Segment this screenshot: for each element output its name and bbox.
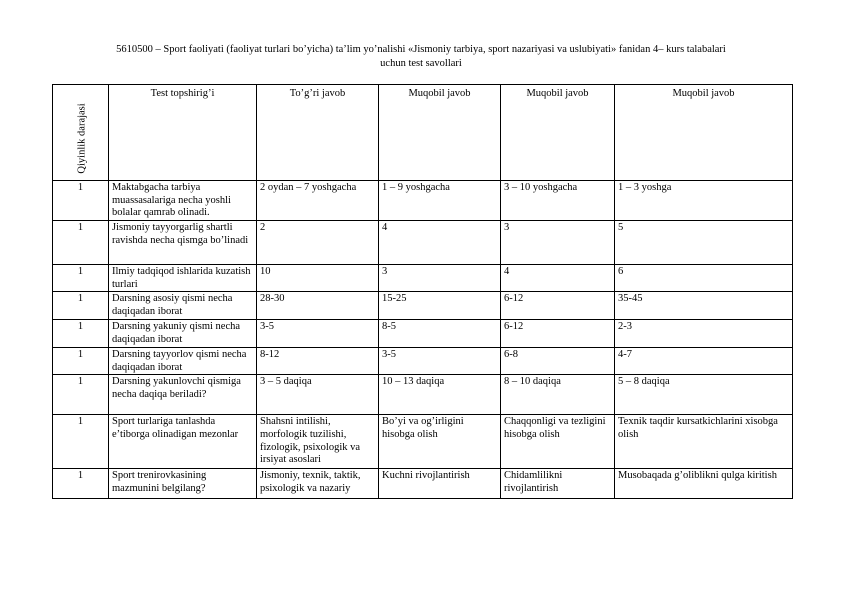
- question-cell: Darsning asosiy qismi necha daqiqadan iborat: [109, 292, 257, 320]
- question-cell: Darsning tayyorlov qismi necha daqiqadan iborat: [109, 348, 257, 375]
- alternative-answer-cell: 4-7: [615, 348, 793, 375]
- table-row: [53, 469, 793, 499]
- level-cell: 1: [53, 181, 109, 221]
- table-header-row: [53, 85, 793, 181]
- correct-answer-cell: 8-12: [257, 348, 379, 375]
- alternative-answer-cell: 6: [615, 265, 793, 292]
- alternative-answer-cell: Chaqqonligi va tezligini hisobga olish: [501, 415, 615, 469]
- test-table: [52, 84, 793, 499]
- table-row: [53, 375, 793, 415]
- alternative-answer-cell: 6-12: [501, 292, 615, 320]
- alternative-answer-cell: 4: [501, 265, 615, 292]
- question-cell: Darsning yakuniy qismi necha daqiqadan iborat: [109, 320, 257, 348]
- alternative-answer-cell: 3 – 10 yoshgacha: [501, 181, 615, 221]
- alternative-answer-cell: Texnik taqdir kursatkichlarini xisobga olish: [615, 415, 793, 469]
- question-cell: Jismoniy tayyorgarlig shartli ravishda necha qismga bo’linadi: [109, 221, 257, 265]
- column-header-alternative-3: Muqobil javob: [615, 85, 793, 181]
- correct-answer-cell: 2 oydan – 7 yoshgacha: [257, 181, 379, 221]
- alternative-answer-cell: 5 – 8 daqiqa: [615, 375, 793, 415]
- alternative-answer-cell: 3-5: [379, 348, 501, 375]
- alternative-answer-cell: 3: [379, 265, 501, 292]
- column-header-task: Test topshirig’i: [109, 85, 257, 181]
- correct-answer-cell: 3-5: [257, 320, 379, 348]
- table-row: [53, 292, 793, 320]
- table-row: [53, 348, 793, 375]
- document-header: [40, 43, 802, 71]
- correct-answer-cell: 10: [257, 265, 379, 292]
- alternative-answer-cell: 6-8: [501, 348, 615, 375]
- question-cell: Darsning yakunlovchi qismiga necha daqiqa beriladi?: [109, 375, 257, 415]
- alternative-answer-cell: 2-3: [615, 320, 793, 348]
- level-cell: 1: [53, 415, 109, 469]
- column-header-alternative-1: Muqobil javob: [379, 85, 501, 181]
- level-cell: 1: [53, 292, 109, 320]
- question-cell: Maktabgacha tarbiya muassasalariga necha yoshli bolalar qamrab olinadi.: [109, 181, 257, 221]
- column-header-correct-answer: To’g’ri javob: [257, 85, 379, 181]
- table-row: [53, 221, 793, 265]
- table-row: [53, 320, 793, 348]
- alternative-answer-cell: Bo’yi va og’irligini hisobga olish: [379, 415, 501, 469]
- alternative-answer-cell: 3: [501, 221, 615, 265]
- header-title: 5610500 – Sport faoliyati (faoliyat turlari bo’yicha) ta’lim yo’nalishi «Jismoniy tarbiya, sport nazariyasi va uslubiyati» fanidan 4– kurs talabalari: [116, 44, 726, 55]
- correct-answer-cell: 3 – 5 daqiqa: [257, 375, 379, 415]
- level-cell: 1: [53, 375, 109, 415]
- column-header-level: [53, 85, 109, 181]
- alternative-answer-cell: 1 – 3 yoshga: [615, 181, 793, 221]
- alternative-answer-cell: 6-12: [501, 320, 615, 348]
- level-cell: 1: [53, 320, 109, 348]
- column-header-alternative-2: Muqobil javob: [501, 85, 615, 181]
- table-row: [53, 265, 793, 292]
- alternative-answer-cell: 5: [615, 221, 793, 265]
- level-cell: 1: [53, 221, 109, 265]
- alternative-answer-cell: Kuchni rivojlantirish: [379, 469, 501, 499]
- question-cell: Sport trenirovkasining mazmunini belgilang?: [109, 469, 257, 499]
- alternative-answer-cell: 35-45: [615, 292, 793, 320]
- correct-answer-cell: Shahsni intilishi, morfologik tuzilishi, fizologik, psixologik va irsiyat asoslari: [257, 415, 379, 469]
- level-cell: 1: [53, 469, 109, 499]
- alternative-answer-cell: 10 – 13 daqiqa: [379, 375, 501, 415]
- level-cell: 1: [53, 265, 109, 292]
- column-header-level-label: Qiyinlik darajasi: [75, 103, 87, 174]
- correct-answer-cell: 28-30: [257, 292, 379, 320]
- level-cell: 1: [53, 348, 109, 375]
- alternative-answer-cell: 1 – 9 yoshgacha: [379, 181, 501, 221]
- alternative-answer-cell: 8 – 10 daqiqa: [501, 375, 615, 415]
- alternative-answer-cell: 8-5: [379, 320, 501, 348]
- alternative-answer-cell: Musobaqada g’oliblikni qulga kiritish: [615, 469, 793, 499]
- alternative-answer-cell: Chidamlilikni rivojlantirish: [501, 469, 615, 499]
- correct-answer-cell: Jismoniy, texnik, taktik, psixologik va nazariy: [257, 469, 379, 499]
- alternative-answer-cell: 15-25: [379, 292, 501, 320]
- header-subtitle: uchun test savollari: [380, 58, 462, 69]
- alternative-answer-cell: 4: [379, 221, 501, 265]
- correct-answer-cell: 2: [257, 221, 379, 265]
- question-cell: Sport turlariga tanlashda e’tiborga olinadigan mezonlar: [109, 415, 257, 469]
- question-cell: Ilmiy tadqiqod ishlarida kuzatish turlari: [109, 265, 257, 292]
- table-row: [53, 181, 793, 221]
- table-row: [53, 415, 793, 469]
